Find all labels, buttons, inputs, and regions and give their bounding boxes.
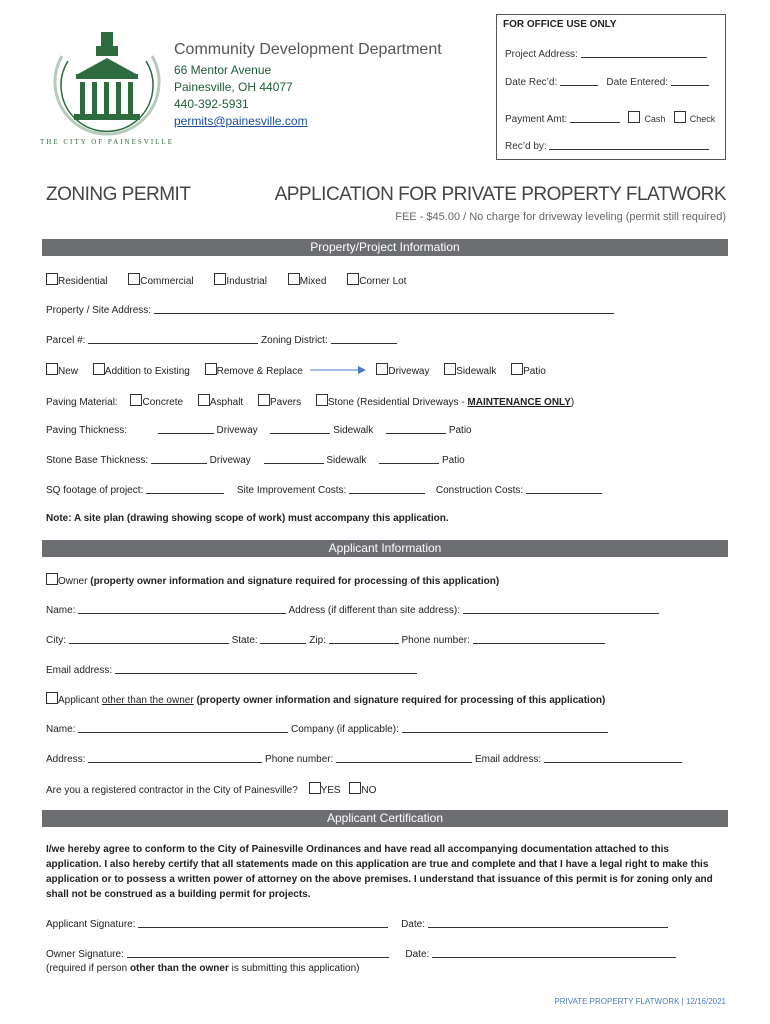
residential-checkbox[interactable]: [46, 273, 58, 285]
applicant-date-field[interactable]: [428, 917, 668, 928]
concrete-checkbox[interactable]: [130, 394, 142, 406]
construction-cost-field[interactable]: [526, 483, 602, 494]
contractor-row: Are you a registered contractor in the City of Painesville? YES NO: [46, 782, 376, 796]
site-address-row: Property / Site Address:: [46, 303, 614, 316]
owner-signature-row: Owner Signature: Date:: [46, 947, 676, 960]
applicant-section-header: Applicant Information: [42, 540, 728, 557]
asphalt-checkbox[interactable]: [198, 394, 210, 406]
owner-signature-field[interactable]: [127, 947, 389, 958]
pavers-checkbox[interactable]: [258, 394, 270, 406]
applicant-other-row: Applicant other than the owner (property owner information and signature required for processing of this application): [46, 692, 605, 706]
owner-required-note: (required if person other than the owner is submitting this application): [46, 963, 360, 974]
certification-section-header: Applicant Certification: [42, 810, 728, 827]
owner-date-field[interactable]: [432, 947, 676, 958]
office-project-address: Project Address:: [505, 47, 707, 60]
cash-checkbox[interactable]: [628, 111, 640, 123]
department-street: 66 Mentor Avenue: [174, 63, 272, 77]
applicant-signature-row: Applicant Signature: Date:: [46, 917, 668, 930]
logo-text: THE CITY OF PAINESVILLE: [40, 138, 174, 146]
property-section-header: Property/Project Information: [42, 239, 728, 256]
paving-material-row: Paving Material: Concrete Asphalt Pavers Stone (Residential Driveways - MAINTENANCE ONLY): [46, 394, 574, 408]
parcel-row: Parcel #: Zoning District:: [46, 333, 397, 346]
applicant-other-checkbox[interactable]: [46, 692, 58, 704]
remove-replace-checkbox[interactable]: [205, 363, 217, 375]
work-type-row: New Addition to Existing Remove & Replace Driveway Sidewalk Patio: [46, 363, 546, 377]
no-checkbox[interactable]: [349, 782, 361, 794]
office-use-title: FOR OFFICE USE ONLY: [503, 19, 617, 30]
department-city: Painesville, OH 44077: [174, 80, 293, 94]
arrow-right-icon: [310, 366, 366, 374]
owner-city-row: City: State: Zip: Phone number:: [46, 633, 605, 646]
sidewalk-checkbox[interactable]: [444, 363, 456, 375]
costs-row: SQ footage of project: Site Improvement Costs: Construction Costs:: [46, 483, 602, 496]
parcel-field[interactable]: [88, 333, 258, 344]
sq-footage-field[interactable]: [146, 483, 224, 494]
mixed-checkbox[interactable]: [288, 273, 300, 285]
city-logo: [40, 26, 174, 150]
application-title: APPLICATION FOR PRIVATE PROPERTY FLATWORK: [274, 184, 726, 205]
commercial-checkbox[interactable]: [128, 273, 140, 285]
department-name: Community Development Department: [174, 41, 442, 58]
applicant-address-row: Address: Phone number: Email address:: [46, 752, 682, 765]
certification-text: I/we hereby agree to conform to the City of Painesville Ordinances and have read all accompanying documentation attached to this application. I also hereby certify that all statements made on this application are true and complete and that I have a legal right to make this application or to possess a written power of attorney on the above premises. I understand that issuance of this permit is for zoning only and shall not be construed as a building permit for projects.: [46, 844, 713, 900]
zoning-field[interactable]: [331, 333, 397, 344]
office-payment: Payment Amt: Cash Check: [505, 111, 715, 125]
new-checkbox[interactable]: [46, 363, 58, 375]
site-plan-note: Note: A site plan (drawing showing scope of work) must accompany this application.: [46, 513, 449, 524]
applicant-name-row: Name: Company (if applicable):: [46, 722, 608, 735]
fee-text: FEE - $45.00 / No charge for driveway leveling (permit still required): [395, 211, 726, 223]
office-dates: Date Rec’d: Date Entered:: [505, 75, 709, 88]
owner-email-row: Email address:: [46, 663, 417, 676]
driveway-checkbox[interactable]: [376, 363, 388, 375]
office-recd-by: Rec’d by:: [505, 139, 709, 152]
office-use-box: [496, 14, 726, 160]
site-address-field[interactable]: [154, 303, 614, 314]
property-type-row: Residential Commercial Industrial Mixed Corner Lot: [46, 273, 406, 287]
paving-thickness-row: Paving Thickness: Driveway Sidewalk Patio: [46, 425, 472, 436]
stone-checkbox[interactable]: [316, 394, 328, 406]
applicant-signature-field[interactable]: [138, 917, 388, 928]
department-phone: 440-392-5931: [174, 97, 249, 111]
stone-base-row: Stone Base Thickness: Driveway Sidewalk Patio: [46, 455, 465, 466]
footer-text: PRIVATE PROPERTY FLATWORK | 12/16/2021: [554, 997, 726, 1006]
owner-name-row: Name: Address (if different than site address):: [46, 603, 659, 616]
industrial-checkbox[interactable]: [214, 273, 226, 285]
owner-checkbox[interactable]: [46, 573, 58, 585]
check-checkbox[interactable]: [674, 111, 686, 123]
department-email-link[interactable]: permits@painesville.com: [174, 114, 308, 128]
zoning-permit-title: ZONING PERMIT: [46, 184, 191, 205]
owner-row: Owner (property owner information and signature required for processing of this application): [46, 573, 499, 587]
yes-checkbox[interactable]: [309, 782, 321, 794]
site-cost-field[interactable]: [349, 483, 425, 494]
patio-checkbox[interactable]: [511, 363, 523, 375]
corner-lot-checkbox[interactable]: [347, 273, 359, 285]
addition-checkbox[interactable]: [93, 363, 105, 375]
